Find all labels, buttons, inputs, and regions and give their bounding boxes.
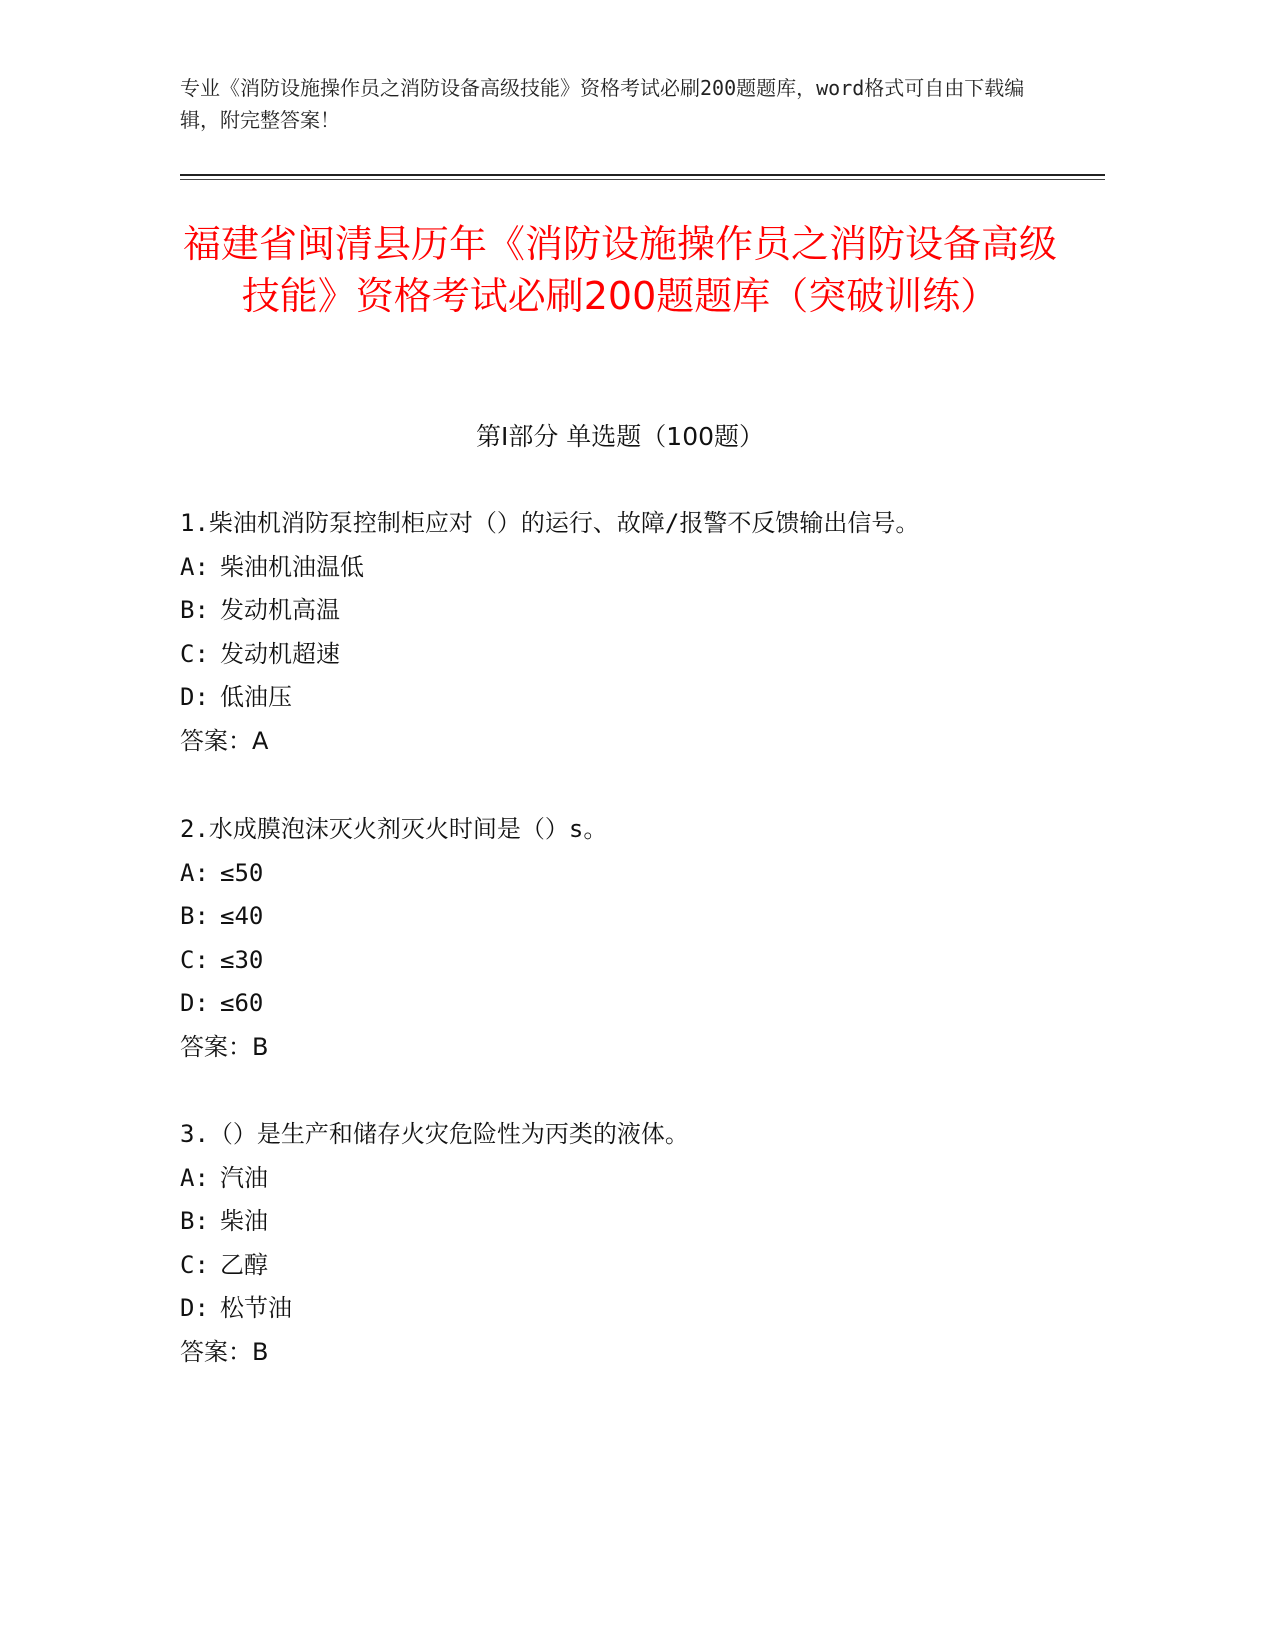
option-text: ≤40 (220, 902, 264, 930)
option-d (180, 982, 1080, 1026)
option-a (180, 852, 1080, 896)
option-c (180, 1244, 1080, 1288)
option-d (180, 1287, 1080, 1331)
option-letter: A: (180, 858, 209, 887)
option-text: 汽油 (220, 1163, 268, 1192)
option-letter: B: (180, 1207, 209, 1235)
section-heading: 第Ⅰ部分 单选题（100题） (475, 422, 765, 451)
header-divider-thin (180, 179, 1105, 180)
question-1 (180, 502, 1080, 763)
question-stem: 2.水成膜泡沫灭火剂灭火时间是（）s。 (180, 815, 608, 843)
option-a (180, 1157, 1080, 1201)
option-letter: C: (180, 945, 209, 974)
option-b (180, 1200, 1080, 1244)
option-letter: B: (180, 596, 209, 624)
option-b (180, 589, 1080, 633)
option-c (180, 633, 1080, 677)
header-note: 专业《消防设施操作员之消防设备高级技能》资格考试必刷200题题库，word格式可自由下载编辑，附完整答案！ (180, 76, 1025, 132)
question-stem: 1.柴油机消防泵控制柜应对（）的运行、故障/报警不反馈输出信号。 (180, 509, 920, 537)
option-text: 松节油 (220, 1294, 292, 1322)
question-stem: 3.（）是生产和储存火灾危险性为丙类的液体。 (180, 1120, 689, 1148)
option-text: 低油压 (220, 683, 292, 711)
answer-line: 答案：B (180, 1337, 269, 1366)
answer-line: 答案：B (180, 1032, 269, 1061)
option-letter: A: (180, 552, 209, 581)
option-letter: D: (180, 1294, 209, 1322)
question-2 (180, 808, 1080, 1069)
option-text: 乙醇 (220, 1250, 268, 1279)
option-a (180, 546, 1080, 590)
option-text: ≤30 (220, 945, 264, 974)
option-d (180, 676, 1080, 720)
option-letter: D: (180, 683, 209, 711)
option-letter: C: (180, 1250, 209, 1279)
option-c (180, 939, 1080, 983)
question-3 (180, 1113, 1080, 1374)
answer-line: 答案：A (180, 726, 269, 755)
option-letter: D: (180, 989, 209, 1017)
option-text: 发动机超速 (220, 639, 340, 668)
option-b (180, 895, 1080, 939)
option-text: 发动机高温 (220, 596, 340, 624)
option-letter: C: (180, 639, 209, 668)
option-text: 柴油 (220, 1207, 268, 1235)
option-letter: B: (180, 902, 209, 930)
document-title: 福建省闽清县历年《消防设施操作员之消防设备高级技能》资格考试必刷200题题库（突破训练） (182, 222, 1057, 318)
option-text: ≤60 (220, 989, 264, 1017)
option-letter: A: (180, 1163, 209, 1192)
option-text: 柴油机油温低 (220, 552, 364, 581)
header-divider-thick (180, 174, 1105, 176)
option-text: ≤50 (220, 858, 264, 887)
